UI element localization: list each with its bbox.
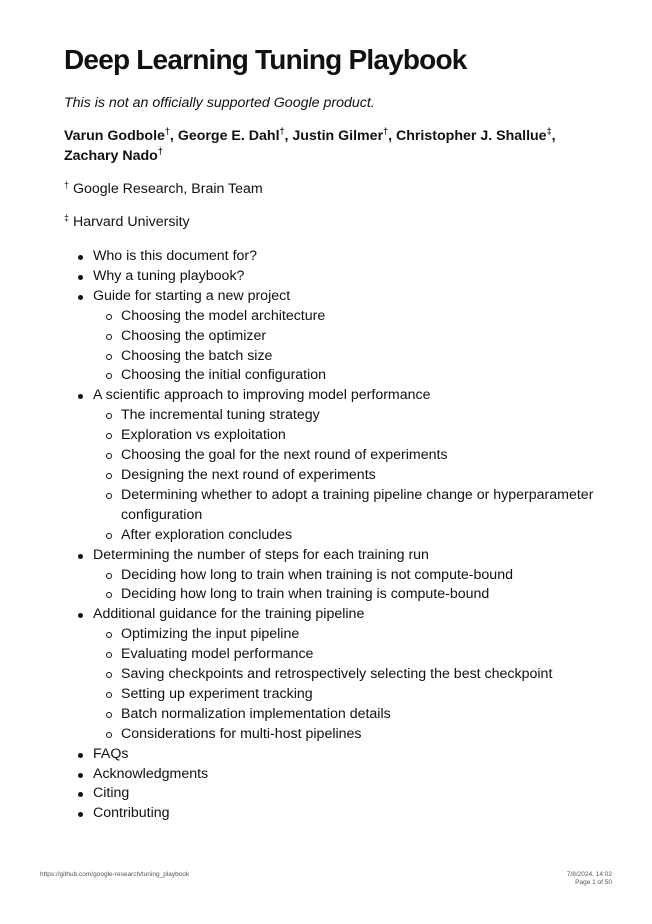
toc-link[interactable]: Why a tuning playbook? — [64, 267, 604, 287]
table-of-contents — [64, 247, 604, 824]
author-separator: , — [388, 128, 396, 144]
toc-sublink[interactable]: Choosing the initial configuration — [64, 366, 604, 386]
toc-sublink[interactable]: Deciding how long to train when training is not compute-bound — [64, 566, 604, 586]
toc-sublink[interactable]: Choosing the goal for the next round of experiments — [64, 446, 604, 466]
author-name: George E. Dahl — [177, 128, 280, 144]
footer-page-number: Page 1 of 50 — [575, 879, 612, 886]
toc-sublink[interactable]: Deciding how long to train when training is compute-bound — [64, 585, 604, 605]
toc-link[interactable]: Citing — [64, 784, 604, 804]
toc-sublink[interactable]: The incremental tuning strategy — [64, 406, 604, 426]
author-separator: , — [169, 128, 178, 144]
toc-sublink[interactable]: Setting up experiment tracking — [64, 685, 604, 705]
toc-sublink[interactable]: Choosing the model architecture — [64, 307, 604, 327]
toc-sublink[interactable]: Saving checkpoints and retrospectively selecting the best checkpoint — [64, 665, 604, 685]
author-separator: , — [551, 128, 556, 144]
toc-sublink[interactable]: Exploration vs exploitation — [64, 426, 604, 446]
toc-link[interactable]: Acknowledgments — [64, 765, 604, 785]
page-title: Deep Learning Tuning Playbook — [64, 44, 467, 75]
toc-sublink[interactable]: Considerations for multi-host pipelines — [64, 725, 604, 745]
author-affiliation-mark: † — [157, 146, 163, 156]
footer-datetime: 7/8/2024, 14:02 — [566, 871, 612, 878]
footer-url: https://github.com/google-research/tuning_playbook — [40, 871, 190, 878]
toc-link[interactable]: Additional guidance for the training pipeline — [64, 605, 604, 625]
footer-meta — [567, 871, 612, 887]
author-affiliation-mark: † — [383, 126, 389, 136]
toc-link[interactable]: FAQs — [64, 745, 604, 765]
author-list — [64, 126, 564, 166]
affiliation-mark: † — [64, 180, 70, 190]
toc-link[interactable]: Guide for starting a new project — [64, 287, 604, 307]
toc-sublink[interactable]: Optimizing the input pipeline — [64, 625, 604, 645]
author-name: Zachary Nado — [64, 148, 158, 164]
affiliation-harvard — [64, 214, 190, 230]
author-separator: , — [284, 128, 293, 144]
affiliation-text: Harvard University — [69, 214, 190, 230]
toc-sublink[interactable]: Batch normalization implementation details — [64, 705, 604, 725]
author-affiliation-mark: † — [279, 126, 285, 136]
toc-link[interactable]: Who is this document for? — [64, 247, 604, 267]
toc-sublink[interactable]: Choosing the optimizer — [64, 327, 604, 347]
toc-link[interactable]: Contributing — [64, 804, 604, 824]
toc-link[interactable]: Determining the number of steps for each training run — [64, 546, 604, 566]
author-name: Varun Godbole — [64, 128, 165, 144]
author-affiliation-mark: † — [164, 126, 170, 136]
disclaimer-text: This is not an officially supported Google product. — [64, 95, 375, 111]
author-name: Justin Gilmer — [292, 128, 384, 144]
affiliation-text: Google Research, Brain Team — [69, 181, 263, 197]
author-name: Christopher J. Shallue — [396, 128, 547, 144]
toc-sublink[interactable]: After exploration concludes — [64, 526, 604, 546]
affiliation-google — [64, 181, 263, 197]
affiliation-mark: ‡ — [64, 213, 70, 223]
toc-link[interactable]: A scientific approach to improving model performance — [64, 386, 604, 406]
toc-sublink[interactable]: Determining whether to adopt a training pipeline change or hyperparameter configuration — [64, 486, 604, 526]
toc-sublink[interactable]: Choosing the batch size — [64, 347, 604, 367]
toc-sublink[interactable]: Evaluating model performance — [64, 645, 604, 665]
author-affiliation-mark: ‡ — [546, 126, 552, 136]
toc-sublink[interactable]: Designing the next round of experiments — [64, 466, 604, 486]
